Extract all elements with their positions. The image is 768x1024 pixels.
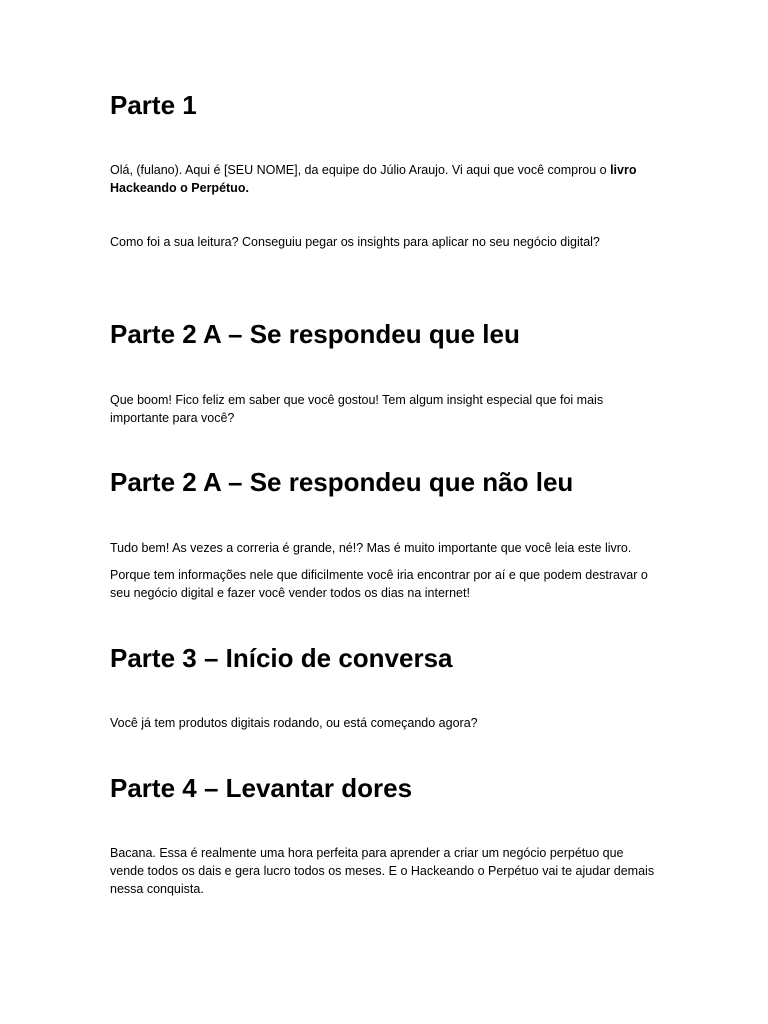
paragraph-levantar-dores: Bacana. Essa é realmente uma hora perfeita para aprender a criar um negócio perpétuo que vende todos os dais e gera lucro todos os meses. E o Hackeando o Perpétuo vai te ajudar demais nessa conquista. (110, 846, 655, 896)
paragraph-nao-leu-2: Porque tem informações nele que dificilmente você iria encontrar por aí e que podem destravar o seu negócio digital e fazer você vender todos os dias na internet! (110, 568, 648, 600)
paragraph-nao-leu-1: Tudo bem! As vezes a correria é grande, né!? Mas é muito importante que você leia este livro. (110, 541, 632, 555)
intro-book-title: livro Hackeando o Perpétuo. (110, 163, 637, 195)
paragraph-leu: Que boom! Fico feliz em saber que você gostou! Tem algum insight especial que foi mais importante para você? (110, 393, 604, 425)
heading-parte-3: Parte 3 – Início de conversa (110, 643, 453, 673)
intro-text: Olá, (fulano). Aqui é [SEU NOME], da equipe do Júlio Araujo. Vi aqui que você comprou o (110, 163, 611, 177)
heading-parte-4: Parte 4 – Levantar dores (110, 773, 413, 803)
paragraph-leitura-question: Como foi a sua leitura? Conseguiu pegar os insights para aplicar no seu negócio digital? (110, 235, 600, 249)
heading-parte-2a-leu: Parte 2 A – Se respondeu que leu (110, 319, 520, 349)
heading-parte-2a-nao-leu: Parte 2 A – Se respondeu que não leu (110, 467, 574, 497)
paragraph-intro (110, 161, 655, 197)
paragraph-inicio-conversa: Você já tem produtos digitais rodando, ou está começando agora? (110, 716, 478, 730)
heading-parte-1: Parte 1 (110, 90, 197, 120)
